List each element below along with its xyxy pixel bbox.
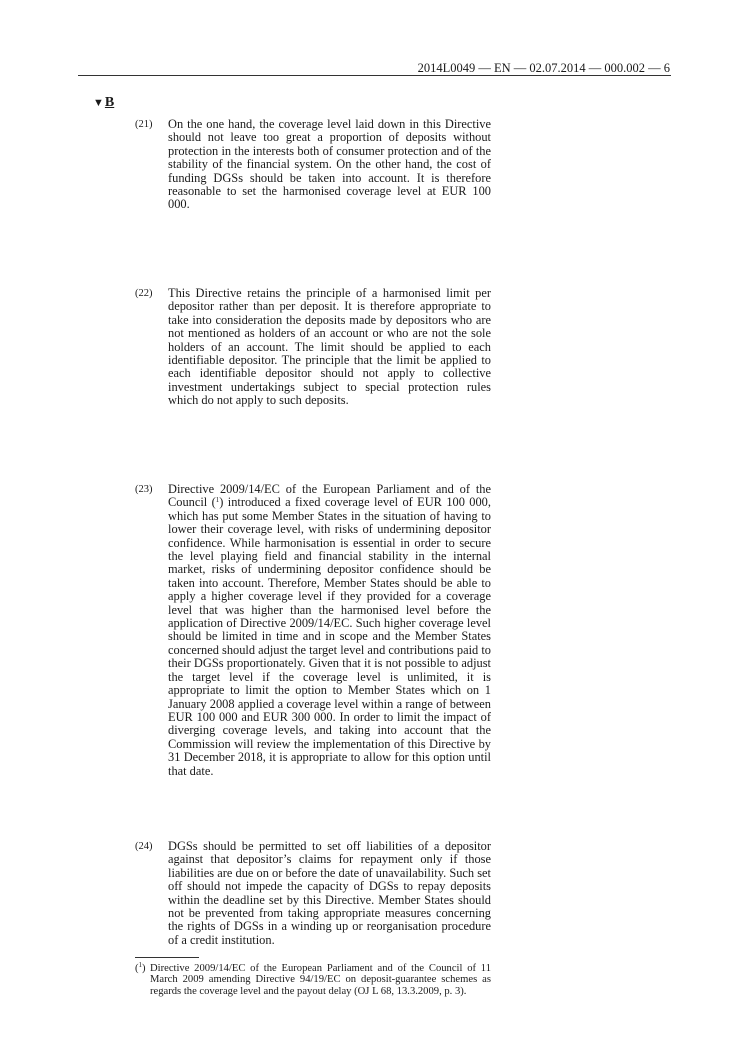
recital-text: DGSs should be permitted to set off liabilities of a depositor against that depositor’s claims for repayment only if those liabilities are due on or before the date of unavailability. Such set off should not impede the capacity of DGSs to repay deposits within the deadline set by this Directive. Member States should not be prevented from taking appropriate measures concerning the rights of DGSs in a winding up or reorganisation procedure of a credit institution.	[168, 839, 491, 947]
footnote-rule	[135, 957, 199, 958]
recital-23	[135, 483, 491, 778]
amendment-marker	[93, 95, 114, 111]
footnote-reference[interactable]: 1	[215, 496, 220, 505]
recital-number: (21)	[135, 119, 153, 130]
recital-text: This Directive retains the principle of a harmonised limit per depositor rather than per deposit. It is therefore appropriate to take into consideration the deposits made by depositors who are not mentioned as holders of an account or who are not the sole holders of an account. The limit should be applied to each identifiable depositor. The principle that the limit be applied to each identifiable depositor should not apply to collective investment undertakings subject to special protection rules which do not apply to such deposits.	[168, 286, 491, 408]
page-header-reference: 2014L0049 — EN — 02.07.2014 — 000.002 — 6	[417, 61, 670, 75]
footnote-mark-open: (	[135, 963, 139, 974]
recital-22	[135, 287, 491, 408]
recital-24	[135, 840, 491, 947]
header-rule	[78, 75, 671, 76]
recital-text-part: Directive 2009/14/EC of the European Parliament and of the Council (	[168, 482, 491, 510]
recital-21	[135, 118, 491, 212]
recital-text: On the one hand, the coverage level laid down in this Directive should not leave too great a proportion of deposits without protection in the interests both of consumer protection and of the stability of the financial system. On the other hand, the cost of funding DGSs should be taken into account. It is therefore reasonable to set the harmonised coverage level at EUR 100 000.	[168, 117, 491, 212]
footnote	[135, 963, 491, 997]
amendment-code: B	[104, 95, 115, 110]
triangle-marker-icon: ▼	[93, 97, 104, 109]
footnote-mark	[135, 963, 146, 974]
footnote-text: Directive 2009/14/EC of the European Parliament and of the Council of 11 March 2009 amending Directive 94/19/EC on deposit-guarantee schemes as regards the coverage level and the payout delay (OJ L 68, 13.3.2009, p. 3).	[150, 963, 491, 997]
recital-text	[168, 483, 491, 778]
recital-number: (23)	[135, 484, 153, 495]
recital-text-part: ) introduced a fixed coverage level of EUR 100 000, which has put some Member States in the situation of having to lower their coverage level, with risks of undermining depositor confidence. While harmonisation is essential in order to secure the level playing field and financial stability in the internal market, risks of undermining depositor confidence should be taken into account. Therefore, Member States should be able to apply a higher coverage level if they provided for a coverage level that was higher than the harmonised level before the application of Directive 2009/14/EC. Such higher coverage level should be limited in time and in scope and the Member States concerned should adjust the target level and contributions paid to their DGSs proportionately. Given that it is not possible to adjust the target level if the coverage level is unlimited, it is appropriate to limit the option to Member States which on 1 January 2008 applied a coverage level within a range of between EUR 100 000 and EUR 300 000. In order to limit the impact of diverging coverage levels, and taking into account that the Commission will review the implementation of this Directive by 31 December 2018, it is appropriate to allow for this option until that date.	[168, 495, 491, 778]
recital-number: (22)	[135, 288, 153, 299]
recital-number: (24)	[135, 841, 153, 852]
footnote-mark-number: 1	[138, 961, 143, 969]
footnote-mark-close: )	[142, 963, 146, 974]
